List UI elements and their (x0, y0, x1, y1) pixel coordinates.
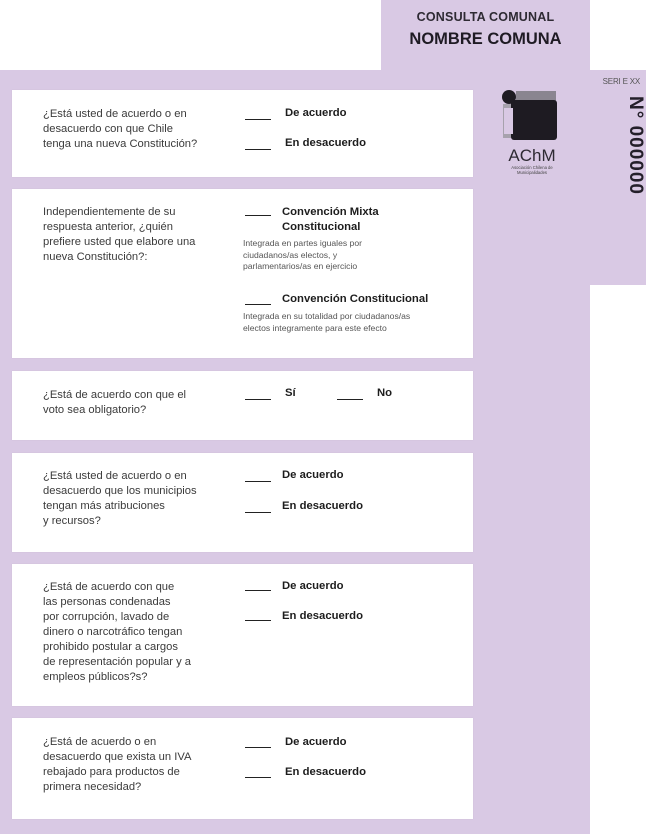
question-card-5 (12, 564, 473, 706)
answer-blank[interactable] (245, 747, 271, 748)
option-en-desacuerdo[interactable]: En desacuerdo (282, 610, 363, 622)
question-text (43, 388, 186, 418)
question-card-4 (12, 453, 473, 552)
answer-blank[interactable] (245, 149, 271, 150)
question-line: y recursos? (43, 515, 101, 527)
question-line: desacuerdo que exista un IVA (43, 751, 192, 763)
option-en-desacuerdo[interactable]: En desacuerdo (282, 500, 363, 512)
consulta-title: CONSULTA COMUNAL (416, 10, 555, 24)
question-line: rebajado para productos de (43, 766, 180, 778)
question-line: de representación popular y a (43, 656, 192, 668)
answer-blank[interactable] (245, 304, 271, 305)
question-line: Independientemente de su (43, 206, 176, 218)
answer-blank[interactable] (245, 215, 271, 216)
series-label: SERI E XX (602, 77, 640, 86)
question-line: tenga una nueva Constitución? (43, 138, 198, 150)
question-card-1 (12, 90, 473, 177)
question-line: primera necesidad? (43, 781, 142, 793)
option-de-acuerdo[interactable]: De acuerdo (285, 107, 347, 119)
option-description (243, 311, 410, 334)
question-line: empleos públicos?s? (43, 671, 148, 683)
answer-blank[interactable] (245, 119, 271, 120)
option-de-acuerdo[interactable]: De acuerdo (285, 736, 347, 748)
option-convencion-mixta[interactable] (282, 205, 379, 235)
answer-blank[interactable] (245, 512, 271, 513)
question-line: ¿Está de acuerdo con que (43, 581, 175, 593)
option-label-line: Constitucional (282, 221, 361, 233)
question-card-6 (12, 718, 473, 819)
question-line: por corrupción, lavado de (43, 611, 170, 623)
question-text (43, 580, 191, 685)
answer-blank[interactable] (245, 620, 271, 621)
question-line: respuesta anterior, ¿quién (43, 221, 173, 233)
question-line: desacuerdo que los municipios (43, 485, 197, 497)
description-line: Integrada en su totalidad por ciudadanos/as (243, 311, 411, 321)
option-en-desacuerdo[interactable]: En desacuerdo (285, 137, 366, 149)
answer-blank[interactable] (245, 481, 271, 482)
question-line: ¿Está de acuerdo con que el (43, 389, 187, 401)
question-line: ¿Está usted de acuerdo o en (43, 108, 187, 120)
question-line: prefiere usted que elabore una (43, 236, 196, 248)
option-description (243, 238, 362, 273)
description-line: ciudadanos/as electos, y (243, 249, 338, 260)
description-line: electos integramente para este efecto (243, 322, 387, 333)
answer-blank[interactable] (337, 399, 363, 400)
option-convencion-constitucional[interactable]: Convención Constitucional (282, 293, 429, 305)
answer-blank[interactable] (245, 590, 271, 591)
question-line: voto sea obligatorio? (43, 404, 147, 416)
question-line: las personas condenadas (43, 596, 171, 608)
option-si[interactable]: Sí (285, 387, 296, 399)
option-de-acuerdo[interactable]: De acuerdo (282, 580, 344, 592)
question-line: desacuerdo con que Chile (43, 123, 173, 135)
question-line: ¿Está de acuerdo o en (43, 736, 157, 748)
description-line: Integrada en partes iguales por (243, 238, 362, 248)
question-card-2 (12, 189, 473, 358)
folio-number: N° 000000 (625, 96, 646, 195)
question-text (43, 205, 195, 265)
question-line: ¿Está usted de acuerdo o en (43, 470, 187, 482)
question-line: dinero o narcotráfico tengan (43, 626, 183, 638)
logo-acronym: AChM (508, 146, 556, 165)
question-card-3 (12, 371, 473, 440)
answer-blank[interactable] (245, 777, 271, 778)
option-en-desacuerdo[interactable]: En desacuerdo (285, 766, 366, 778)
option-label-line: Convención Mixta (282, 206, 379, 218)
question-line: tengan más atribuciones (43, 500, 165, 512)
logo-subtitle: Asociación Chilena de Municipalidades (511, 165, 553, 175)
answer-blank[interactable] (245, 399, 271, 400)
question-text (43, 107, 197, 152)
question-line: prohibido postular a cargos (43, 641, 178, 653)
question-line: nueva Constitución?: (43, 251, 148, 263)
option-de-acuerdo[interactable]: De acuerdo (282, 469, 344, 481)
description-line: parlamentarios/as en ejercicio (243, 261, 358, 271)
commune-name: NOMBRE COMUNA (409, 30, 562, 48)
question-text (43, 735, 191, 795)
option-no[interactable]: No (377, 387, 393, 399)
question-text (43, 469, 197, 529)
